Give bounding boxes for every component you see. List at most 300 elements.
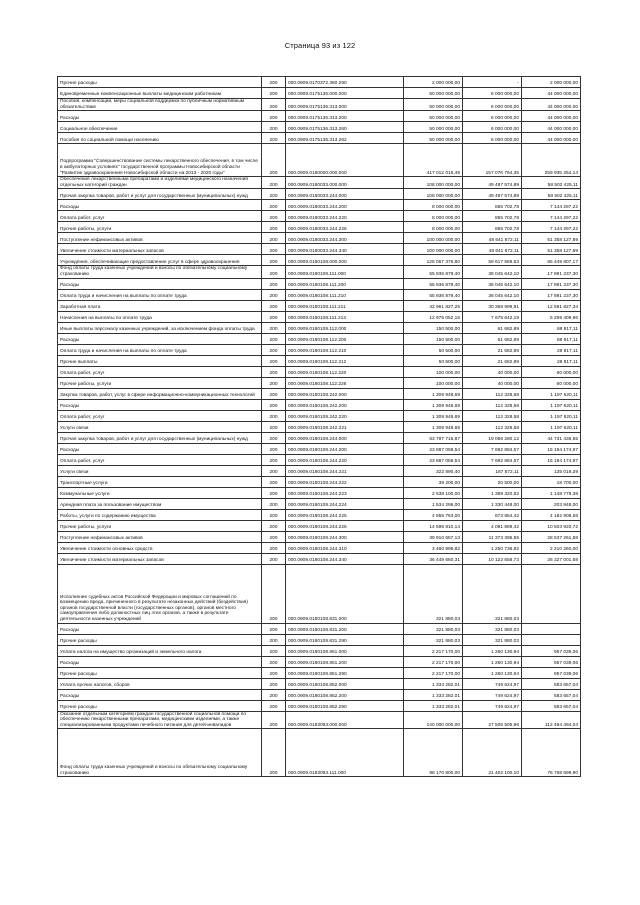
table-row — [58, 77, 581, 88]
cell-classification-code: 000.0909.0180108.242.221 — [286, 421, 404, 432]
cell-name: Прочие работы, услуги — [58, 520, 262, 531]
table-row — [58, 564, 581, 623]
cell-line-code: 200 — [262, 443, 286, 454]
cell-approved-amount: 1 309 948,69 — [404, 421, 463, 432]
cell-remaining-amount: 28 817,11 — [522, 355, 581, 366]
cell-remaining-amount: 51 358 127,89 — [522, 233, 581, 244]
cell-line-code: 200 — [262, 366, 286, 377]
cell-line-code: 200 — [262, 432, 286, 443]
cell-classification-code: 000.0909.0175136.313.200 — [286, 111, 404, 122]
cell-remaining-amount: 2 000 000,00 — [522, 77, 581, 88]
cell-remaining-amount: 1 197 620,11 — [522, 410, 581, 421]
cell-executed-amount: 7 692 884,57 — [463, 443, 522, 454]
cell-remaining-amount: 957 039,06 — [522, 645, 581, 656]
cell-remaining-amount: 10 503 920,72 — [522, 520, 581, 531]
cell-line-code: 200 — [262, 520, 286, 531]
cell-remaining-amount: 26 327 001,58 — [522, 553, 581, 564]
cell-executed-amount: 1 250 736,82 — [463, 542, 522, 553]
cell-name: Поступление нефинансовых активов — [58, 531, 262, 542]
cell-classification-code: 000.0909.0180108.111.000 — [286, 266, 404, 278]
cell-line-code: 200 — [262, 634, 286, 645]
cell-name: Поступление нефинансовых активов — [58, 233, 262, 244]
table-row — [58, 553, 581, 564]
cell-remaining-amount: 44 000 000,00 — [522, 122, 581, 133]
cell-name: Учреждения, обеспечивающие предоставление услуг в сфере здравоохранения — [58, 255, 262, 266]
table-row — [58, 144, 581, 177]
cell-classification-code: 000.0909.0180108.831.290 — [286, 634, 404, 645]
cell-approved-amount: 1 534 296,00 — [404, 498, 463, 509]
cell-classification-code: 000.0909.0175136.313.260 — [286, 122, 404, 133]
cell-classification-code: 000.0909.0180108.244.224 — [286, 498, 404, 509]
cell-classification-code: 000.0909.0175136.313.000 — [286, 99, 404, 111]
cell-remaining-amount: 44 731 436,55 — [522, 432, 581, 443]
cell-classification-code: 000.0909.0180108.244.310 — [286, 542, 404, 553]
cell-approved-amount: 1 333 282,01 — [404, 689, 463, 700]
table-row — [58, 421, 581, 432]
cell-approved-amount: 50 000 000,00 — [404, 99, 463, 111]
table-row — [58, 211, 581, 222]
cell-executed-amount: 749 624,97 — [463, 689, 522, 700]
cell-executed-amount: 40 000,00 — [463, 366, 522, 377]
cell-line-code: 200 — [262, 498, 286, 509]
cell-name: Единовременные компенсационные выплаты медицинским работникам — [58, 88, 262, 99]
cell-classification-code: 000.0909.0180108.242.220 — [286, 410, 404, 421]
cell-line-code: 200 — [262, 333, 286, 344]
cell-remaining-amount: 112 494 494,04 — [522, 711, 581, 729]
cell-executed-amount: 112 328,58 — [463, 399, 522, 410]
cell-approved-amount: 63 797 716,87 — [404, 432, 463, 443]
cell-classification-code: 000.0909.0180033.244.226 — [286, 222, 404, 233]
table-row — [58, 177, 581, 189]
cell-remaining-amount: 28 817,11 — [522, 344, 581, 355]
cell-line-code: 200 — [262, 177, 286, 189]
cell-name: Оплата работ, услуг — [58, 211, 262, 222]
cell-remaining-amount: 1 197 620,11 — [522, 421, 581, 432]
cell-line-code: 200 — [262, 487, 286, 498]
cell-approved-amount: 2 000 000,00 — [404, 77, 463, 88]
page-header: Страница 93 из 122 — [284, 41, 356, 50]
cell-executed-amount: - — [463, 77, 522, 88]
table-row — [58, 355, 581, 366]
cell-classification-code: 000.0909.0180108.244.226 — [286, 520, 404, 531]
cell-remaining-amount: 17 891 237,30 — [522, 289, 581, 300]
cell-name: Уплата прочих налогов, сборов — [58, 678, 262, 689]
cell-classification-code: 000.0909.0180033.244.340 — [286, 244, 404, 255]
cell-approved-amount: 50 000 000,00 — [404, 111, 463, 122]
cell-executed-amount: 157 076 764,35 — [463, 144, 522, 177]
cell-remaining-amount: 76 768 699,90 — [522, 729, 581, 777]
cell-executed-amount: 4 091 889,42 — [463, 520, 522, 531]
table-row — [58, 122, 581, 133]
table-row — [58, 476, 581, 487]
cell-approved-amount: 50 000 000,00 — [404, 122, 463, 133]
cell-executed-amount: 6 000 000,00 — [463, 99, 522, 111]
cell-executed-amount: 6 000 000,00 — [463, 133, 522, 144]
cell-approved-amount: 125 067 376,80 — [404, 255, 463, 266]
cell-approved-amount: 321 880,03 — [404, 623, 463, 634]
cell-classification-code: 000.0909.0180108.244.340 — [286, 553, 404, 564]
cell-name: Уплата налога на имущество организаций и земельного налога — [58, 645, 262, 656]
table-row — [58, 311, 581, 322]
cell-executed-amount: 20 500,00 — [463, 476, 522, 487]
cell-name: Транспортные услуги — [58, 476, 262, 487]
cell-remaining-amount: 1 197 620,11 — [522, 388, 581, 399]
cell-approved-amount: 50 500,00 — [404, 344, 463, 355]
cell-line-code: 200 — [262, 564, 286, 623]
table-row — [58, 111, 581, 122]
cell-approved-amount: 8 000 000,00 — [404, 211, 463, 222]
cell-line-code: 200 — [262, 729, 286, 777]
cell-remaining-amount: 1 148 779,38 — [522, 487, 581, 498]
cell-remaining-amount: 7 144 297,22 — [522, 211, 581, 222]
cell-name: Оплата труда и начисления на выплаты по оплате труда — [58, 344, 262, 355]
cell-name: Прочие расходы — [58, 700, 262, 711]
table-row — [58, 410, 581, 421]
cell-classification-code: 000.0909.0183093.000.000 — [286, 711, 404, 729]
cell-remaining-amount: 44 000 000,00 — [522, 111, 581, 122]
cell-approved-amount: 100 000,00 — [404, 366, 463, 377]
cell-executed-amount: 48 641 872,11 — [463, 244, 522, 255]
cell-line-code: 200 — [262, 678, 286, 689]
cell-classification-code: 000.0909.0180000.000.000 — [286, 144, 404, 177]
cell-name: Оказание отдельным категориям граждан государственной социальной помощи по обеспечению лекарственными препаратами, медицинскими изделиями, а также специализированными продуктами лечебного питания для детей-инвалидов — [58, 711, 262, 729]
table-row — [58, 366, 581, 377]
cell-executed-amount: 321 880,03 — [463, 564, 522, 623]
cell-name: Социальное обеспечение — [58, 122, 262, 133]
cell-executed-amount: 10 122 658,73 — [463, 553, 522, 564]
cell-line-code: 200 — [262, 465, 286, 476]
cell-remaining-amount: 4 182 908,58 — [522, 509, 581, 520]
cell-line-code: 200 — [262, 88, 286, 99]
cell-name: Оплата работ, услуг — [58, 410, 262, 421]
cell-classification-code: 000.0909.0180108.852.000 — [286, 678, 404, 689]
cell-approved-amount: 50 000 000,00 — [404, 88, 463, 99]
cell-classification-code: 000.0909.0180108.852.290 — [286, 700, 404, 711]
cell-executed-amount: 855 702,78 — [463, 211, 522, 222]
cell-name: Прочие расходы — [58, 634, 262, 645]
table-row — [58, 487, 581, 498]
cell-name: Фонд оплаты труда казенных учреждений и взносы по обязательному социальному страхованию — [58, 729, 262, 777]
cell-executed-amount: 7 675 642,19 — [463, 311, 522, 322]
cell-line-code: 200 — [262, 133, 286, 144]
table-row — [58, 278, 581, 289]
cell-classification-code: 000.0909.0180108.851.000 — [286, 645, 404, 656]
cell-executed-amount: 112 328,58 — [463, 410, 522, 421]
cell-line-code: 200 — [262, 553, 286, 564]
cell-approved-amount: 1 309 948,69 — [404, 399, 463, 410]
budget-execution-table — [57, 76, 581, 777]
table-row — [58, 667, 581, 678]
cell-classification-code: 000.0909.0180108.244.300 — [286, 531, 404, 542]
table-row — [58, 244, 581, 255]
cell-name: Арендная плата за пользование имуществом — [58, 498, 262, 509]
cell-name: Пособия по социальной помощи населению — [58, 133, 262, 144]
cell-name: Заработная плата — [58, 300, 262, 311]
cell-approved-amount: 23 887 059,54 — [404, 454, 463, 465]
cell-classification-code: 000.0909.0180108.112.212 — [286, 355, 404, 366]
cell-executed-amount: 21 402 100,10 — [463, 729, 522, 777]
cell-classification-code: 000.0909.0180108.244.220 — [286, 454, 404, 465]
cell-executed-amount: 749 624,97 — [463, 678, 522, 689]
cell-remaining-amount: 1 197 620,11 — [522, 399, 581, 410]
table-row — [58, 189, 581, 200]
cell-remaining-amount: 17 891 237,30 — [522, 278, 581, 289]
cell-remaining-amount: 44 000 000,00 — [522, 133, 581, 144]
cell-approved-amount: 55 936 879,40 — [404, 289, 463, 300]
table-row — [58, 266, 581, 278]
cell-executed-amount: 11 373 395,55 — [463, 531, 522, 542]
cell-classification-code: 000.0909.0180108.851.290 — [286, 667, 404, 678]
table-row — [58, 498, 581, 509]
cell-remaining-amount: 583 657,04 — [522, 689, 581, 700]
cell-line-code: 200 — [262, 300, 286, 311]
cell-approved-amount: 39 200,00 — [404, 476, 463, 487]
cell-executed-amount: 672 854,42 — [463, 509, 522, 520]
table-row — [58, 99, 581, 111]
table-row — [58, 509, 581, 520]
cell-approved-amount: 42 961 827,25 — [404, 300, 463, 311]
cell-classification-code: 000.0909.0183093.111.000 — [286, 729, 404, 777]
cell-remaining-amount: 17 891 237,30 — [522, 266, 581, 278]
cell-remaining-amount: 7 144 297,22 — [522, 222, 581, 233]
cell-line-code: 200 — [262, 222, 286, 233]
cell-classification-code: 000.0909.0180108.111.200 — [286, 278, 404, 289]
cell-line-code: 200 — [262, 399, 286, 410]
cell-approved-amount: 98 170 800,00 — [404, 729, 463, 777]
cell-line-code: 200 — [262, 244, 286, 255]
cell-approved-amount: 108 000 000,00 — [404, 189, 463, 200]
cell-approved-amount: 322 890,40 — [404, 465, 463, 476]
cell-classification-code: 000.0909.0180108.244.221 — [286, 465, 404, 476]
cell-line-code: 200 — [262, 645, 286, 656]
cell-executed-amount: 49 497 574,89 — [463, 189, 522, 200]
cell-name: Пособия, компенсации, меры социальной поддержки по публичным нормативным обязательствам — [58, 99, 262, 111]
cell-line-code: 200 — [262, 233, 286, 244]
cell-approved-amount: 39 910 657,13 — [404, 531, 463, 542]
cell-approved-amount: 50 000 000,00 — [404, 133, 463, 144]
cell-classification-code: 000.0909.0180033.244.220 — [286, 211, 404, 222]
cell-name: Увеличение стоимости материальных запасов — [58, 244, 262, 255]
cell-classification-code: 000.0909.0180108.111.210 — [286, 289, 404, 300]
cell-executed-amount: 27 505 505,96 — [463, 711, 522, 729]
cell-name: Прочие работы, услуги — [58, 377, 262, 388]
cell-name: Прочая закупка товаров, работ и услуг для государственных (муниципальных) нужд — [58, 189, 262, 200]
cell-executed-amount: 1 260 130,94 — [463, 656, 522, 667]
cell-line-code: 200 — [262, 200, 286, 211]
cell-line-code: 200 — [262, 77, 286, 88]
cell-executed-amount: 61 682,89 — [463, 322, 522, 333]
cell-remaining-amount: 60 000,00 — [522, 377, 581, 388]
cell-name: Увеличение стоимости материальных запасов — [58, 553, 262, 564]
table-row — [58, 88, 581, 99]
cell-remaining-amount: 16 194 174,97 — [522, 443, 581, 454]
cell-executed-amount: 40 000,00 — [463, 377, 522, 388]
cell-remaining-amount: 18 700,00 — [522, 476, 581, 487]
cell-remaining-amount: 583 657,04 — [522, 700, 581, 711]
cell-executed-amount: 48 641 872,11 — [463, 233, 522, 244]
cell-approved-amount: 55 936 879,40 — [404, 278, 463, 289]
cell-classification-code: 000.0909.0180033.244.300 — [286, 233, 404, 244]
cell-classification-code: 000.0909.0180033.000.000 — [286, 177, 404, 189]
cell-line-code: 200 — [262, 410, 286, 421]
cell-classification-code: 000.0909.0180108.244.000 — [286, 432, 404, 443]
cell-line-code: 200 — [262, 421, 286, 432]
cell-classification-code: 000.0909.0180108.244.225 — [286, 509, 404, 520]
cell-remaining-amount: 2 210 260,00 — [522, 542, 581, 553]
cell-name: Прочие расходы — [58, 667, 262, 678]
cell-approved-amount: 321 880,03 — [404, 634, 463, 645]
table-row — [58, 645, 581, 656]
cell-approved-amount: 36 449 660,31 — [404, 553, 463, 564]
cell-executed-amount: 38 045 642,10 — [463, 266, 522, 278]
cell-remaining-amount: 957 039,06 — [522, 667, 581, 678]
cell-name: Прочие расходы — [58, 77, 262, 88]
cell-line-code: 200 — [262, 266, 286, 278]
cell-line-code: 200 — [262, 311, 286, 322]
cell-name: Подпрограмма "Совершенствование системы лекарственного обеспечения, в том числе в амбулаторных условиях" государственной программы Новосибирской области "Развитие здравоохранения Новосибирской области на 2013 - 2020 годы" — [58, 144, 262, 177]
cell-approved-amount: 2 217 170,00 — [404, 656, 463, 667]
cell-name: Расходы — [58, 656, 262, 667]
cell-line-code: 200 — [262, 667, 286, 678]
cell-approved-amount: 3 460 996,82 — [404, 542, 463, 553]
cell-approved-amount: 321 880,03 — [404, 564, 463, 623]
cell-name: Расходы — [58, 333, 262, 344]
cell-line-code: 200 — [262, 122, 286, 133]
cell-approved-amount: 1 333 282,01 — [404, 700, 463, 711]
cell-classification-code: 000.0909.0180108.112.220 — [286, 366, 404, 377]
table-row — [58, 344, 581, 355]
cell-executed-amount: 321 880,03 — [463, 623, 522, 634]
cell-name: Прочая закупка товаров, работ и услуг для государственных (муниципальных) нужд — [58, 432, 262, 443]
cell-approved-amount: 1 309 948,69 — [404, 410, 463, 421]
cell-classification-code: 000.0909.0180108.831.200 — [286, 623, 404, 634]
cell-executed-amount: 187 872,11 — [463, 465, 522, 476]
cell-classification-code: 000.0909.0170372.360.290 — [286, 77, 404, 88]
cell-approved-amount: 2 217 170,00 — [404, 667, 463, 678]
cell-executed-amount: 321 880,03 — [463, 634, 522, 645]
cell-line-code: 200 — [262, 700, 286, 711]
cell-name: Расходы — [58, 399, 262, 410]
table-row — [58, 711, 581, 729]
cell-line-code: 200 — [262, 211, 286, 222]
cell-line-code: 200 — [262, 656, 286, 667]
cell-classification-code: 000.0909.0180108.111.213 — [286, 311, 404, 322]
cell-executed-amount: 21 682,89 — [463, 344, 522, 355]
table-row — [58, 443, 581, 454]
cell-remaining-amount: 957 039,06 — [522, 656, 581, 667]
table-row — [58, 333, 581, 344]
cell-name: Прочие работы, услуги — [58, 222, 262, 233]
cell-executed-amount: 855 702,78 — [463, 200, 522, 211]
cell-name: Работы, услуги по содержанию имущества — [58, 509, 262, 520]
cell-line-code: 200 — [262, 689, 286, 700]
cell-executed-amount: 1 260 130,94 — [463, 645, 522, 656]
cell-approved-amount: 2 217 170,00 — [404, 645, 463, 656]
table-row — [58, 289, 581, 300]
cell-name: Расходы — [58, 200, 262, 211]
cell-classification-code: 000.0909.0175136.000.000 — [286, 88, 404, 99]
cell-approved-amount: 100 000 000,00 — [404, 233, 463, 244]
table-row — [58, 222, 581, 233]
table-row — [58, 623, 581, 634]
cell-line-code: 200 — [262, 454, 286, 465]
cell-classification-code: 000.0909.0180108.244.223 — [286, 487, 404, 498]
cell-executed-amount: 7 692 884,57 — [463, 454, 522, 465]
cell-executed-amount: 30 369 999,91 — [463, 300, 522, 311]
cell-executed-amount: 59 617 569,63 — [463, 255, 522, 266]
cell-remaining-amount: 203 848,00 — [522, 498, 581, 509]
cell-classification-code: 000.0909.0180108.112.210 — [286, 344, 404, 355]
table-row — [58, 634, 581, 645]
cell-remaining-amount: 7 144 297,22 — [522, 200, 581, 211]
cell-remaining-amount: 88 817,11 — [522, 333, 581, 344]
cell-classification-code: 000.0909.0180033.244.000 — [286, 189, 404, 200]
cell-line-code: 200 — [262, 111, 286, 122]
cell-approved-amount: 8 000 000,00 — [404, 200, 463, 211]
cell-remaining-amount: 44 000 000,00 — [522, 99, 581, 111]
cell-name: Прочие выплаты — [58, 355, 262, 366]
cell-remaining-amount — [522, 634, 581, 645]
cell-remaining-amount — [522, 623, 581, 634]
cell-remaining-amount: 5 299 409,96 — [522, 311, 581, 322]
table-row — [58, 689, 581, 700]
table-row — [58, 531, 581, 542]
table-row — [58, 465, 581, 476]
cell-classification-code: 000.0909.0180108.244.200 — [286, 443, 404, 454]
cell-classification-code: 000.0909.0180108.242.000 — [286, 388, 404, 399]
table-row — [58, 200, 581, 211]
cell-approved-amount: 14 596 810,14 — [404, 520, 463, 531]
cell-line-code: 200 — [262, 344, 286, 355]
cell-approved-amount: 417 012 016,49 — [404, 144, 463, 177]
cell-name: Услуги связи — [58, 465, 262, 476]
table-row — [58, 432, 581, 443]
cell-approved-amount: 108 000 000,00 — [404, 177, 463, 189]
cell-name: Начисления на выплаты по оплате труда — [58, 311, 262, 322]
cell-classification-code: 000.0909.0180108.852.200 — [286, 689, 404, 700]
cell-remaining-amount: 65 449 807,17 — [522, 255, 581, 266]
cell-classification-code: 000.0909.0180108.244.222 — [286, 476, 404, 487]
cell-approved-amount: 1 309 948,69 — [404, 388, 463, 399]
cell-classification-code: 000.0909.0180108.000.000 — [286, 255, 404, 266]
cell-remaining-amount: 51 358 127,89 — [522, 244, 581, 255]
cell-approved-amount: 4 855 763,00 — [404, 509, 463, 520]
cell-name: Обеспечение лекарственными препаратами и изделиями медицинского назначения отдельных категорий граждан — [58, 177, 262, 189]
cell-name: Расходы — [58, 111, 262, 122]
cell-executed-amount: 112 328,58 — [463, 388, 522, 399]
cell-executed-amount: 49 497 574,89 — [463, 177, 522, 189]
cell-remaining-amount: 135 018,29 — [522, 465, 581, 476]
cell-executed-amount: 6 000 000,00 — [463, 111, 522, 122]
table-row — [58, 700, 581, 711]
cell-executed-amount: 1 260 130,94 — [463, 667, 522, 678]
cell-approved-amount: 55 936 879,40 — [404, 266, 463, 278]
cell-line-code: 200 — [262, 509, 286, 520]
cell-approved-amount: 100 000 000,00 — [404, 244, 463, 255]
cell-line-code: 200 — [262, 355, 286, 366]
cell-executed-amount: 855 702,78 — [463, 222, 522, 233]
cell-executed-amount: 1 330 448,00 — [463, 498, 522, 509]
cell-remaining-amount: 16 194 174,97 — [522, 454, 581, 465]
cell-remaining-amount — [522, 564, 581, 623]
cell-approved-amount: 150 500,00 — [404, 322, 463, 333]
table-row — [58, 520, 581, 531]
cell-approved-amount: 12 975 052,15 — [404, 311, 463, 322]
table-row — [58, 454, 581, 465]
cell-classification-code: 000.0909.0180108.112.000 — [286, 322, 404, 333]
cell-executed-amount: 21 682,89 — [463, 355, 522, 366]
cell-executed-amount: 112 328,58 — [463, 421, 522, 432]
